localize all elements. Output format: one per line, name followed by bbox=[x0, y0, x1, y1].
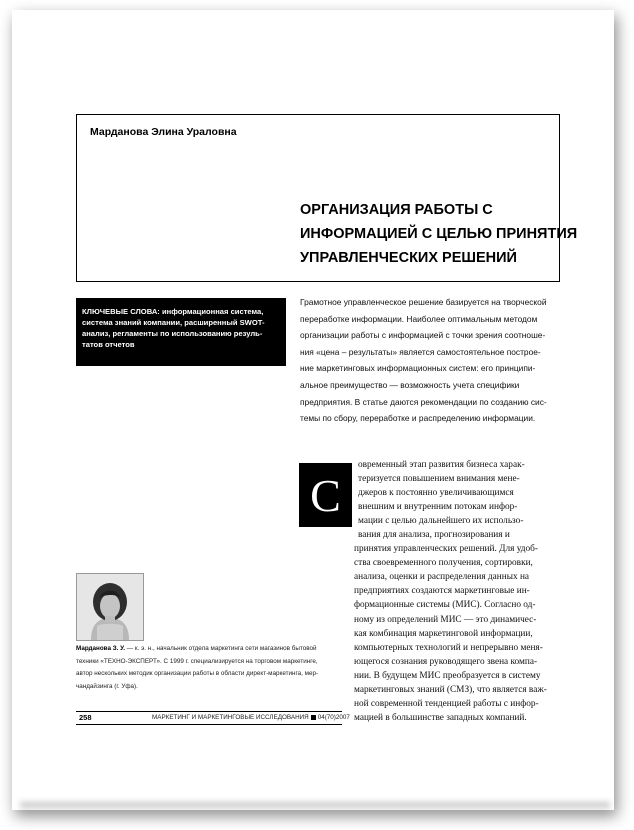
abstract-line: Грамотное управленческое решение базируется на творческой bbox=[300, 297, 547, 307]
body-line: нии. В будущем МИС преобразуется в систему bbox=[354, 670, 541, 681]
body-line: теризуется повышением внимания мене- bbox=[358, 474, 520, 485]
keywords-line: система знаний компании, расширенный SWOT- bbox=[82, 318, 265, 327]
body-line: ющегося сознания руководящего звена компа- bbox=[354, 656, 538, 667]
drop-cap: С bbox=[299, 463, 352, 527]
body-line: маркетинговых знаний (СМЗ), что является важ- bbox=[354, 684, 547, 695]
journal-footer bbox=[152, 714, 350, 721]
author-name: Марданова Элина Ураловна bbox=[90, 126, 237, 138]
bio-line: автор нескольких методик организации работы в области директ-маркетинга, мер- bbox=[76, 670, 319, 677]
abstract-line: переработке информации. Наиболее оптимальным методом bbox=[300, 313, 538, 324]
body-line: ной современной тенденцией работы с инфор- bbox=[354, 698, 539, 709]
journal-name: МАРКЕТИНГ И МАРКЕТИНГОВЫЕ ИССЛЕДОВАНИЯ bbox=[152, 714, 309, 721]
page-number: 258 bbox=[79, 713, 92, 722]
title-line: ОРГАНИЗАЦИЯ РАБОТЫ С bbox=[300, 202, 493, 218]
abstract-line: предприятия. В статье даются рекомендации по созданию сис- bbox=[300, 396, 547, 407]
abstract bbox=[300, 294, 560, 427]
square-bullet-icon bbox=[311, 715, 316, 720]
keywords-box bbox=[76, 298, 286, 366]
article-title bbox=[300, 198, 578, 270]
abstract-line: ния «цена – результаты» является самостоятельное построе- bbox=[300, 346, 541, 357]
body-line: мации с целью дальнейшего их использо- bbox=[358, 516, 524, 527]
body-line: принятия управленческих решений. Для удоб- bbox=[354, 544, 539, 555]
title-line: ИНФОРМАЦИЕЙ С ЦЕЛЬЮ ПРИНЯТИЯ bbox=[300, 226, 578, 242]
author-bio bbox=[76, 643, 341, 693]
journal-issue: 04(70)2007 bbox=[317, 714, 350, 721]
bio-line: техники «ТЕХНО-ЭКСПЕРТ». С 1999 г. специализируется на торговом маркетинге, bbox=[76, 657, 318, 665]
bio-name: Марданова З. У. bbox=[76, 645, 126, 652]
abstract-line: альное преимущество — возможность учета специфики bbox=[300, 379, 520, 390]
abstract-line: организации работы с информацией с точки зрения соотноше- bbox=[300, 330, 546, 341]
body-line: овременный этап развития бизнеса харак- bbox=[358, 460, 525, 470]
body-line: ства своевременного получения, сортировки, bbox=[354, 558, 533, 569]
bio-text: — к. э. н., начальник отдела маркетинга сети магазинов бытовой bbox=[125, 645, 317, 652]
keywords-line: анализ, регламенты по использованию резуль- bbox=[82, 329, 263, 338]
title-line: УПРАВЛЕНЧЕСКИХ РЕШЕНИЙ bbox=[300, 250, 517, 266]
body-line: компьютерных технологий и непрерывно меня- bbox=[354, 642, 543, 653]
body-text bbox=[354, 458, 547, 725]
body-line: мацией в большинстве западных компаний. bbox=[354, 712, 527, 723]
body-line: джеров к постоянно увеличивающимся bbox=[358, 488, 514, 499]
keywords-line: КЛЮЧЕВЫЕ СЛОВА: информационная система, bbox=[82, 307, 264, 316]
body-line: внешним и внутренним потокам инфор- bbox=[358, 502, 518, 513]
footer-rule-bottom bbox=[76, 724, 342, 725]
portrait-image bbox=[77, 574, 143, 640]
abstract-line: темы по сбору, переработке и распределению информации. bbox=[300, 413, 536, 424]
body-line: формационные системы (МИС). Согласно од- bbox=[354, 600, 536, 611]
abstract-line: ние маркетинговых информационных систем: его принципи- bbox=[300, 363, 536, 374]
body-line: кая комбинация маркетинговой информации, bbox=[354, 628, 533, 639]
page-shadow bbox=[20, 802, 610, 812]
body-line: анализа, оценки и распределения данных на bbox=[354, 572, 530, 583]
body-line: ному из определений МИС — это динамичес- bbox=[354, 614, 537, 625]
body-line: вания для анализа, прогнозирования и bbox=[358, 530, 510, 541]
bio-line: чандайзинга (г. Уфа). bbox=[76, 682, 138, 690]
footer-rule-top bbox=[76, 711, 342, 712]
bio-line bbox=[76, 643, 341, 656]
author-photo bbox=[76, 573, 144, 641]
keywords-line: татов отчетов bbox=[82, 340, 135, 349]
body-line: предприятиях создаются маркетинговые ин- bbox=[354, 586, 530, 597]
